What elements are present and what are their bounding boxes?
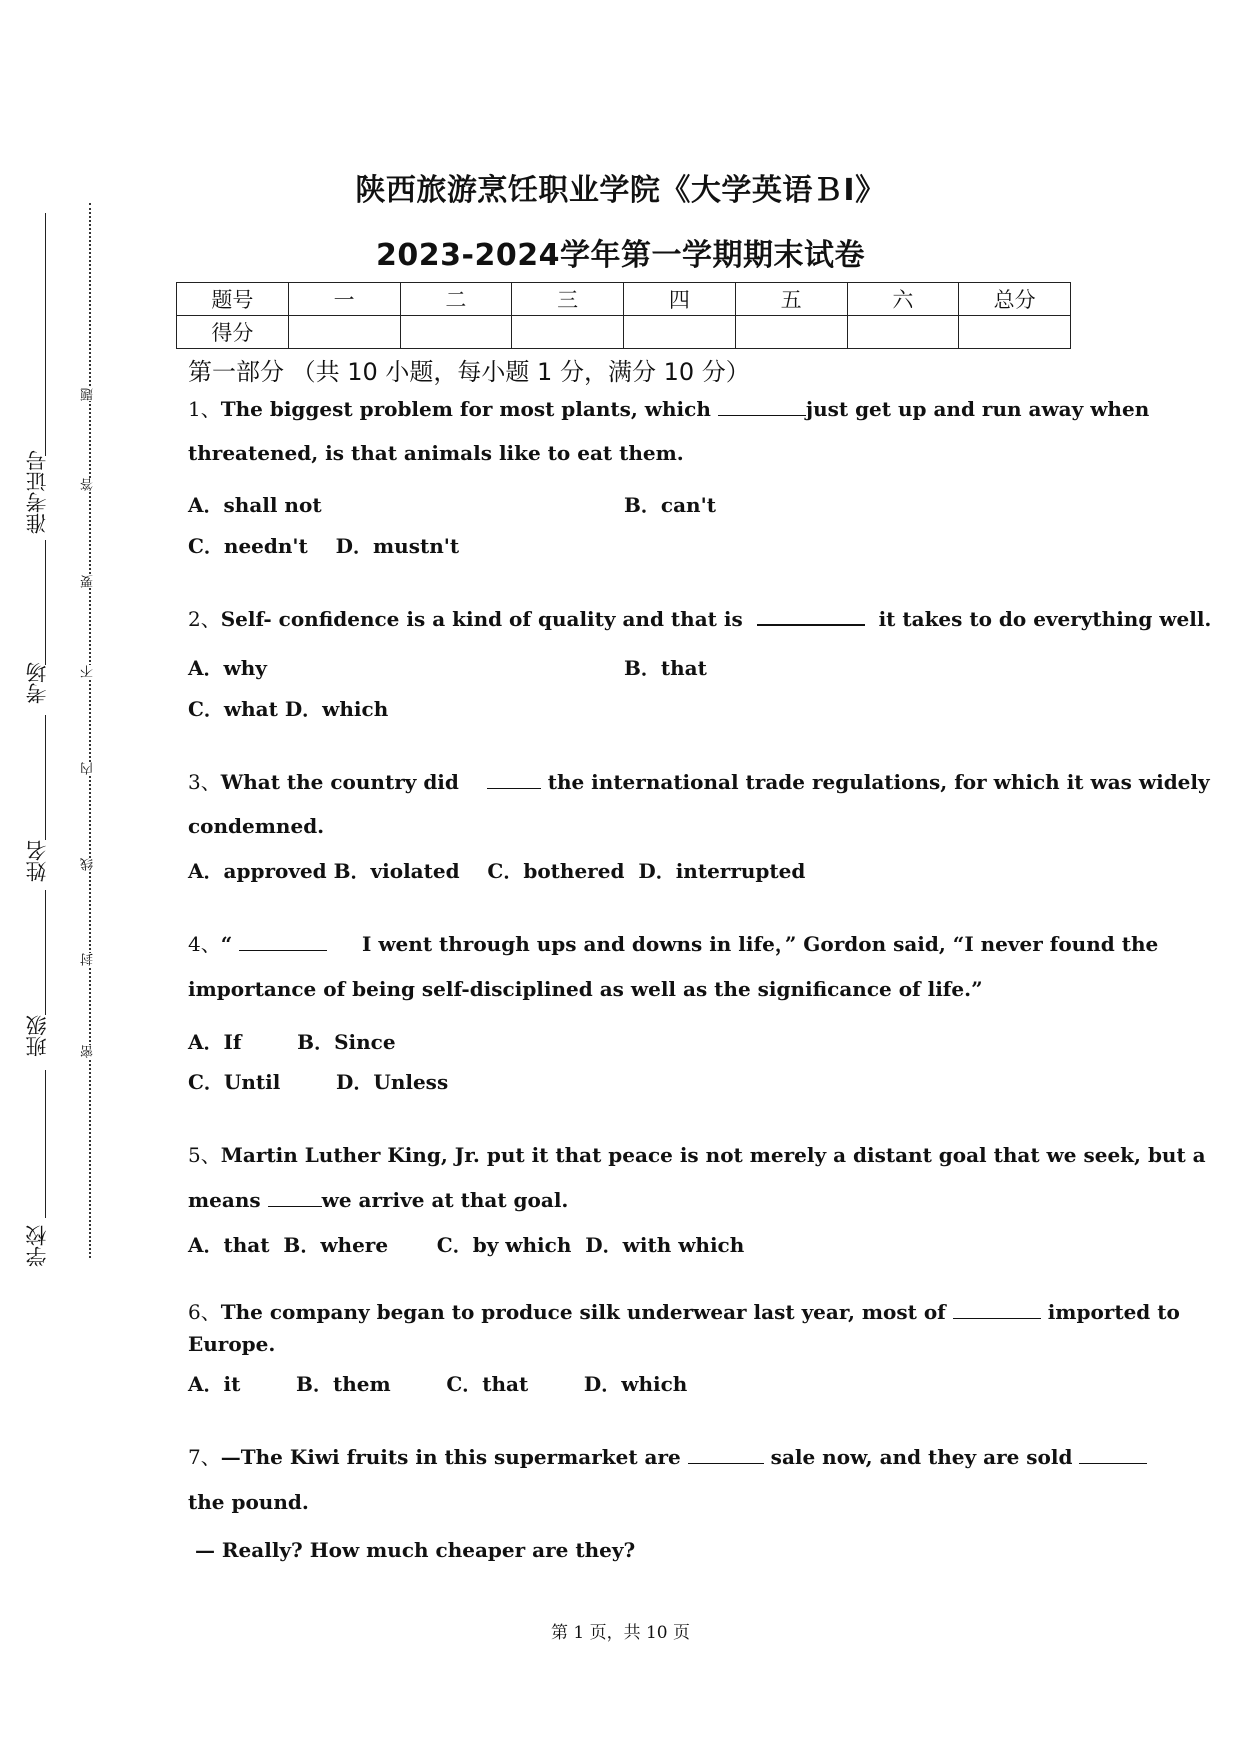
table-cell: 三 — [512, 283, 624, 316]
margin-line — [45, 1070, 46, 1218]
seal-char: 不 — [81, 665, 96, 678]
option: A．shall not — [188, 493, 322, 517]
score-table — [176, 282, 1071, 349]
question-text: sale now, and they are sold — [763, 1445, 1080, 1469]
option: C．what D．which — [188, 697, 389, 721]
margin-line — [45, 890, 46, 1015]
table-cell: 得分 — [177, 316, 289, 349]
question-5 — [188, 1139, 1206, 1168]
table-row — [177, 283, 1071, 316]
exam-subtitle: 2023-2024学年第一学期期末试卷 — [376, 238, 865, 273]
answer-blank — [718, 397, 806, 416]
seal-char: 线 — [81, 858, 96, 871]
question-text: just get up and run away when — [805, 397, 1150, 421]
question-text: the international trade regulations, for which it was widely — [540, 770, 1210, 794]
option: B．can't — [624, 493, 716, 517]
question-6 — [188, 1296, 1180, 1325]
answer-blank — [688, 1445, 764, 1464]
seal-char: 答 — [81, 478, 96, 491]
question-text — [188, 1188, 568, 1212]
answer-blank — [487, 770, 541, 789]
question-number: 2、 — [188, 607, 221, 631]
question-number: 3、 — [188, 770, 221, 794]
score-cell — [624, 316, 736, 349]
score-cell — [959, 316, 1071, 349]
margin-line — [45, 715, 46, 840]
seal-char: 要 — [81, 575, 96, 588]
question-3 — [188, 766, 1210, 795]
table-cell: 二 — [400, 283, 512, 316]
table-cell: 一 — [288, 283, 400, 316]
question-text: Self- confidence is a kind of quality and that is — [220, 607, 757, 631]
score-cell — [400, 316, 512, 349]
question-text: — Really? How much cheaper are they? — [188, 1538, 636, 1562]
question-text: The company began to produce silk underwear last year, most of — [220, 1300, 953, 1324]
table-cell: 五 — [735, 283, 847, 316]
question-text: Martin Luther King, Jr. put it that peace is not merely a distant goal that we seek, but a — [220, 1143, 1206, 1167]
label-class: 班级 — [25, 1015, 49, 1057]
question-text: condemned. — [188, 814, 325, 838]
question-text: means — [188, 1188, 268, 1212]
score-cell — [288, 316, 400, 349]
margin-line — [45, 540, 46, 665]
page-footer: 第 1 页，共 10 页 — [550, 1623, 691, 1643]
question-text: What the country did — [220, 770, 487, 794]
question-text: The biggest problem for most plants, which — [220, 397, 718, 421]
option: A．approved B．violated C．bothered D．interrupted — [188, 859, 806, 883]
question-number: 6、 — [188, 1300, 221, 1324]
score-cell — [847, 316, 959, 349]
question-7 — [188, 1441, 1147, 1470]
label-name: 姓名 — [25, 840, 49, 882]
question-number: 4、 — [188, 932, 221, 956]
option: A．If B．Since — [188, 1030, 396, 1054]
score-cell — [512, 316, 624, 349]
answer-blank — [268, 1188, 322, 1207]
question-number: 7、 — [188, 1445, 221, 1469]
question-text: importance of being self-disciplined as well as the significance of life.” — [188, 977, 983, 1001]
question-text: it takes to do everything well. — [864, 607, 1212, 631]
exam-title: 陕西旅游烹饪职业学院《大学英语ＢⅠ》 — [355, 173, 886, 208]
seal-char: 题 — [81, 388, 96, 401]
answer-blank — [953, 1300, 1041, 1319]
question-text: we arrive at that goal. — [321, 1188, 569, 1212]
question-text: —The Kiwi fruits in this supermarket are — [220, 1445, 688, 1469]
question-4 — [188, 928, 1158, 957]
question-text: imported to — [1040, 1300, 1180, 1324]
question-1 — [188, 393, 1149, 422]
section-title: 第一部分 （共 10 小题，每小题 1 分，满分 10 分） — [188, 358, 750, 386]
table-cell: 六 — [847, 283, 959, 316]
table-cell: 总分 — [959, 283, 1071, 316]
question-text: I went through ups and downs in life，” Gordon said, “I never found the — [327, 932, 1159, 956]
answer-blank — [1079, 1445, 1147, 1464]
option: A．it B．them C．that D．which — [188, 1372, 688, 1396]
table-cell: 四 — [624, 283, 736, 316]
seal-dotted-line — [89, 203, 91, 1258]
option: B．that — [624, 656, 707, 680]
question-number: 5、 — [188, 1143, 221, 1167]
seal-char: 内 — [81, 762, 96, 775]
label-school: 学校 — [25, 1225, 49, 1267]
answer-blank — [239, 932, 327, 951]
question-2 — [188, 603, 1211, 632]
option: C．needn't D．mustn't — [188, 534, 460, 558]
table-cell: 题号 — [177, 283, 289, 316]
label-exam-id: 准考证号 — [25, 450, 49, 534]
score-cell — [735, 316, 847, 349]
table-row — [177, 316, 1071, 349]
label-exam-room: 考场 — [25, 662, 49, 704]
question-text: the pound. — [188, 1490, 309, 1514]
question-number: 1、 — [188, 397, 221, 421]
question-text: Europe. — [188, 1332, 276, 1356]
seal-char: 密 — [81, 1045, 96, 1058]
option: A．why — [188, 656, 267, 680]
option: C．Until D．Unless — [188, 1070, 449, 1094]
answer-blank — [757, 606, 865, 626]
question-text: threatened, is that animals like to eat them. — [188, 441, 684, 465]
option: A．that B．where C．by which D．with which — [188, 1233, 745, 1257]
question-text: “ — [220, 932, 240, 956]
seal-char: 封 — [81, 953, 96, 966]
